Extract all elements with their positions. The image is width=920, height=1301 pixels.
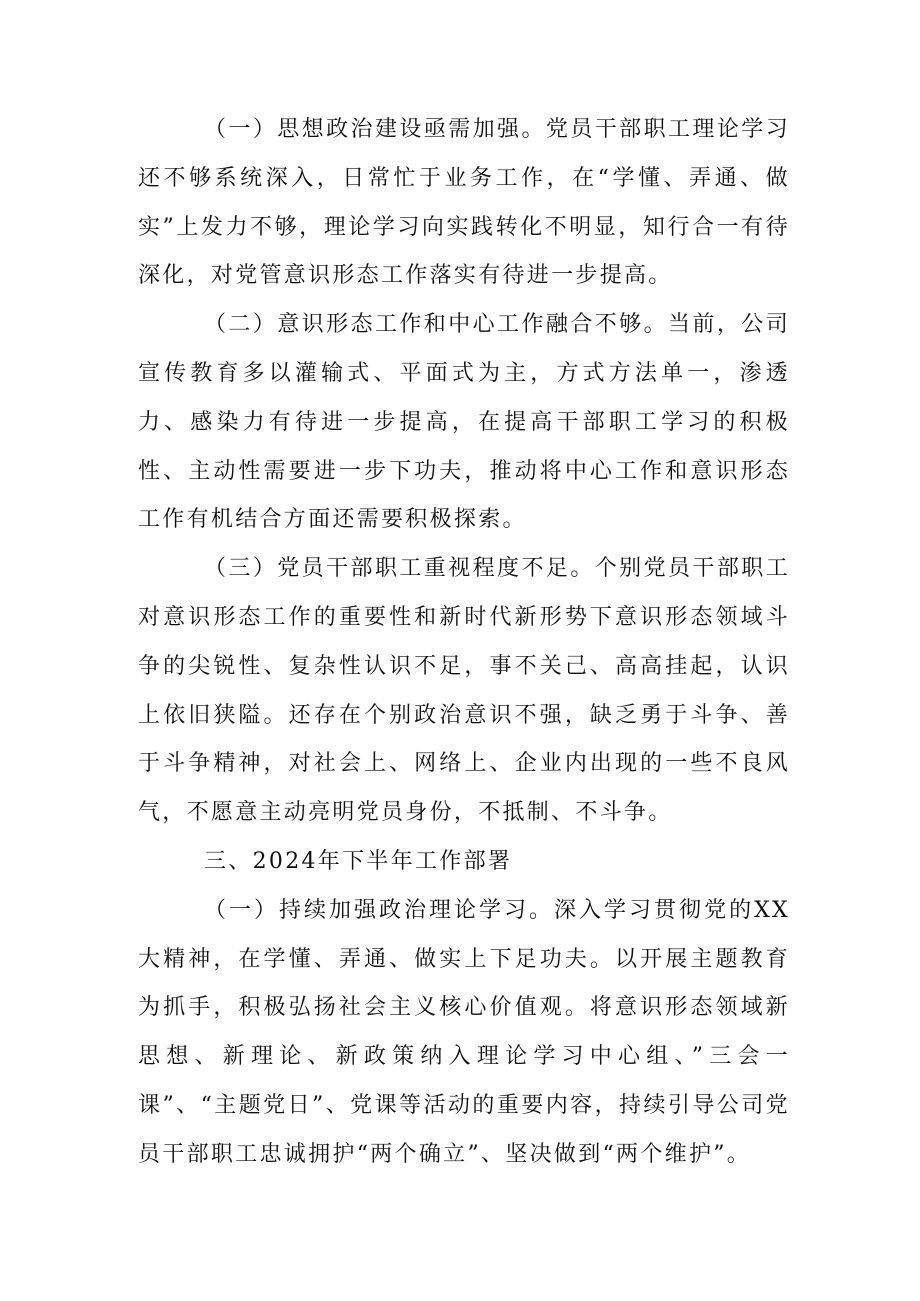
paragraph-cadre-awareness: （三）党员干部职工重视程度不足。个别党员干部职工对意识形态工作的重要性和新时代新形势下意识形态领域斗争的尖锐性、复杂性认识不足，事不关己、高高挂起，认识上依旧狭隘。还存在个别政治意识不强，缺乏勇于斗争、善于斗争精神，对社会上、网络上、企业内出现的一些不良风气，不愿意主动亮明党员身份，不抵制、不斗争。 — [138, 556, 790, 826]
paragraph-theory-study: （一）持续加强政治理论学习。深入学习贯彻党的XX大精神，在学懂、弄通、做实上下足功夫。以开展主题教育为抓手，积极弘扬社会主义核心价值观。将意识形态领域新思想、新理论、新政策纳入理论学习中心组、”三会一课”、“主题党日”、党课等活动的重要内容，持续引导公司党员干部职工忠诚拥护“两个确立”、坚决做到“两个维护”。 — [138, 897, 790, 1167]
paragraph-political-construction: （一）思想政治建设亟需加强。党员干部职工理论学习还不够系统深入，日常忙于业务工作，在“学懂、弄通、做实”上发力不够，理论学习向实践转化不明显，知行合一有待深化，对党管意识形态工作落实有待进一步提高。 — [138, 117, 790, 289]
section-heading-work-plan: 三、2024年下半年工作部署 — [204, 848, 513, 874]
document-body — [138, 106, 790, 1180]
paragraph-ideology-integration: （二）意识形态工作和中心工作融合不够。当前，公司宣传教育多以灌输式、平面式为主，方式方法单一，渗透力、感染力有待进一步提高，在提高干部职工学习的积极性、主动性需要进一步下功夫，推动将中心工作和意识形态工作有机结合方面还需要积极探索。 — [138, 312, 790, 533]
